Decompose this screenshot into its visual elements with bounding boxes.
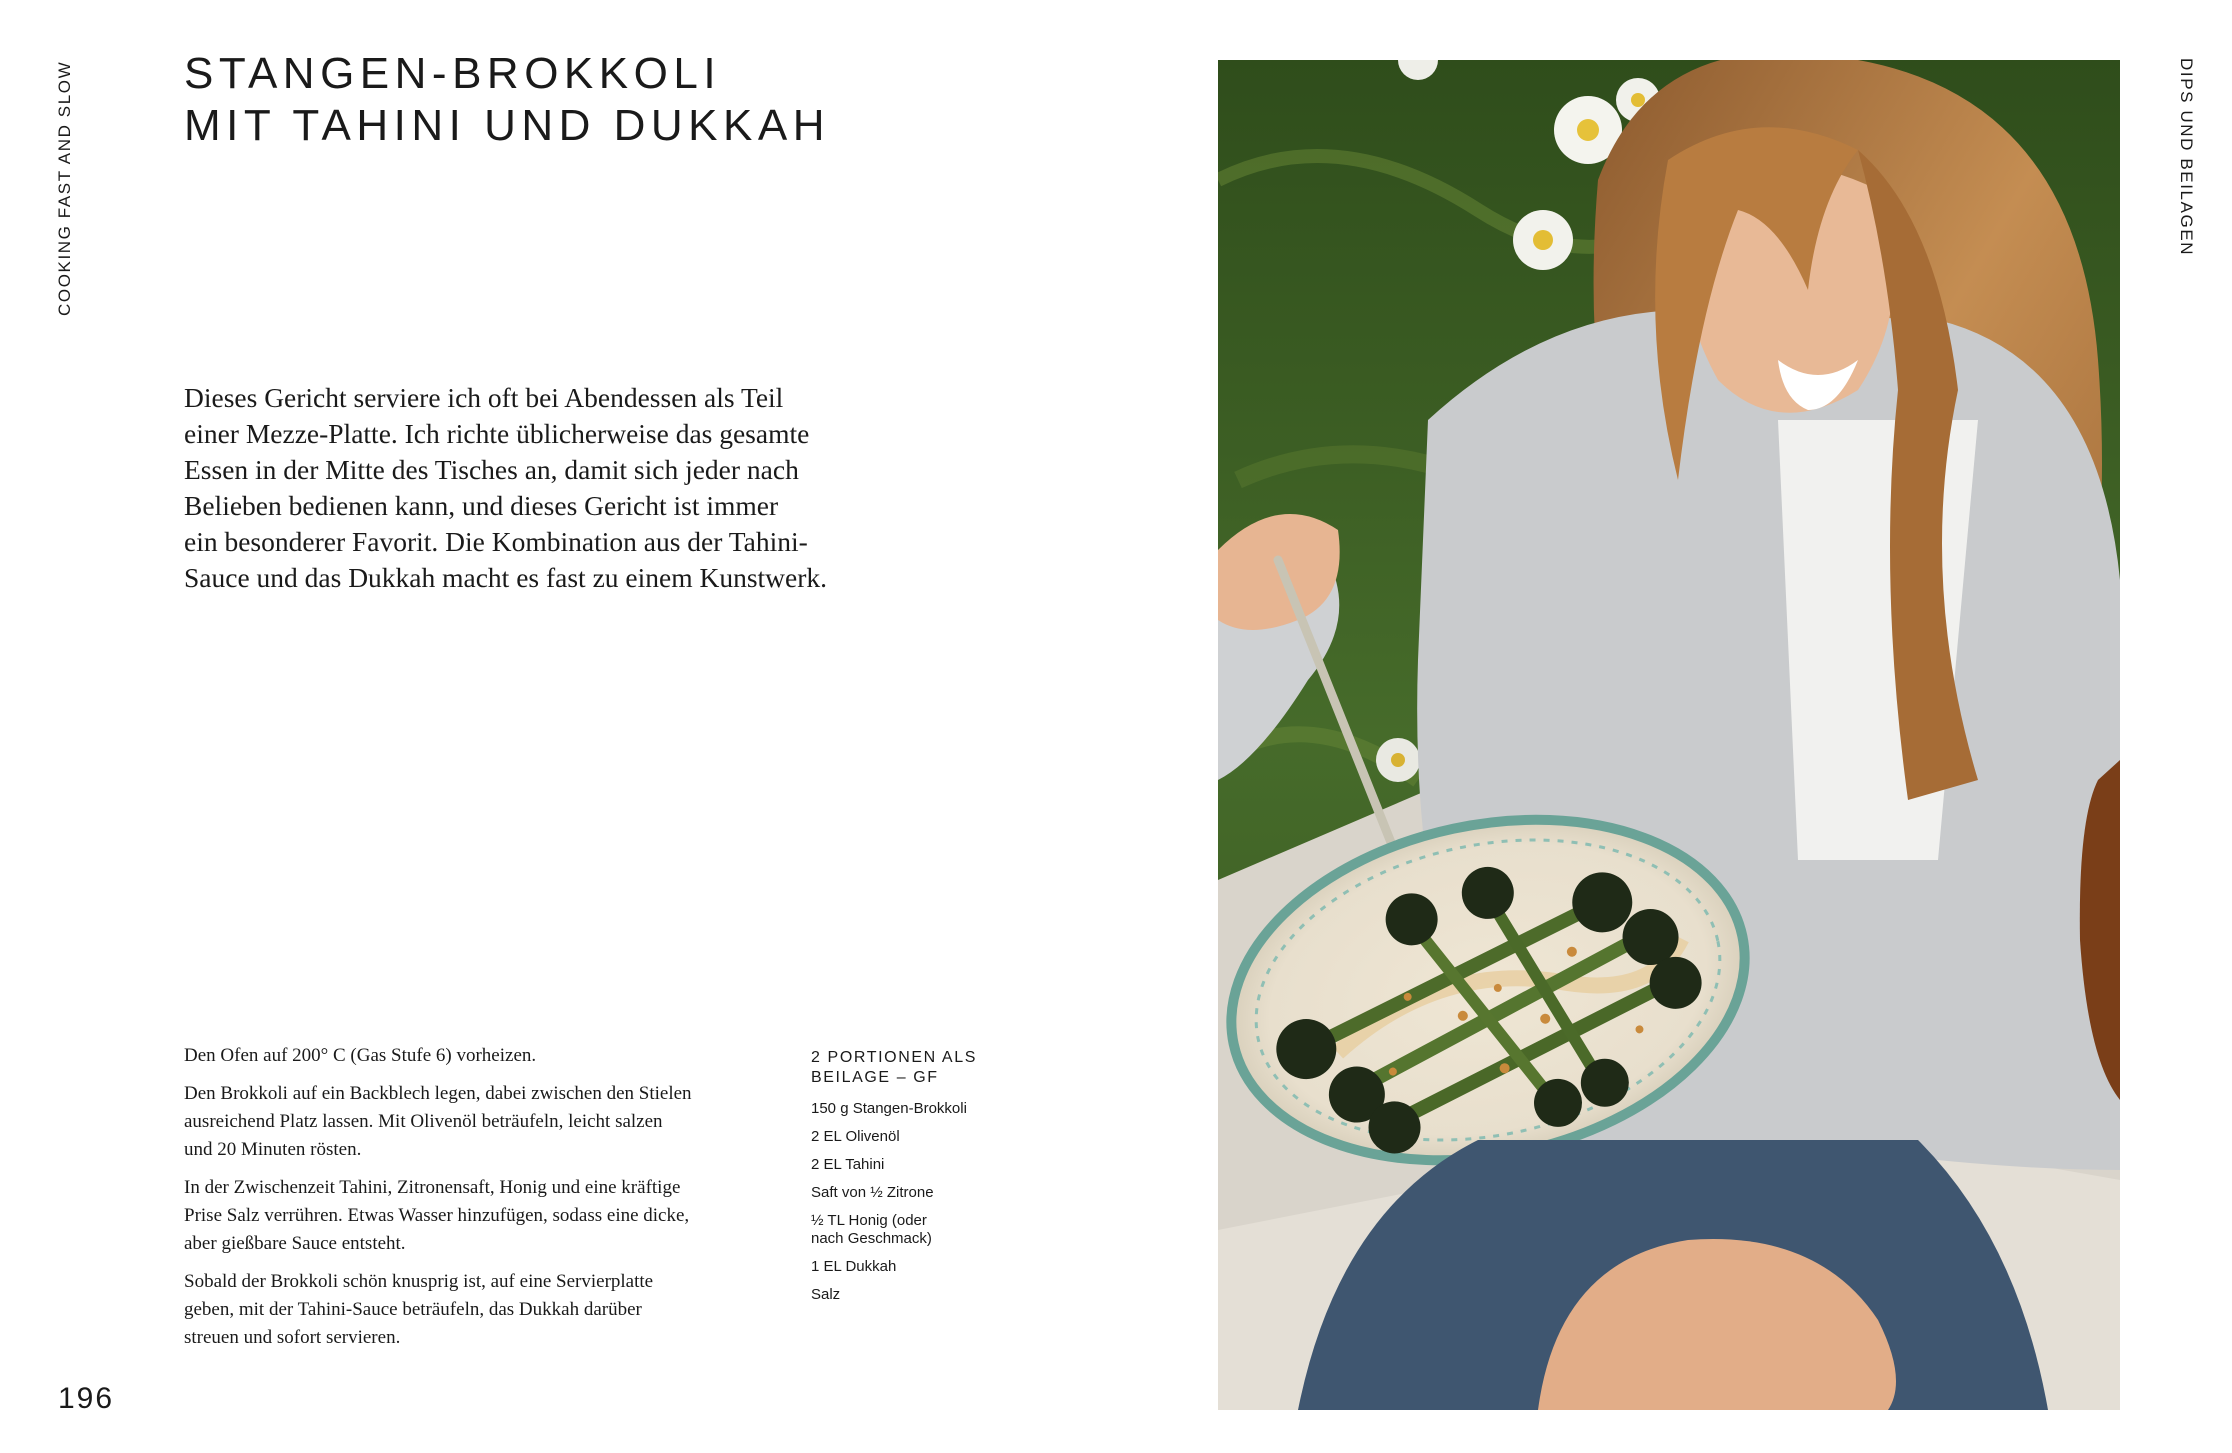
method-line: In der Zwischenzeit Tahini, Zitronensaft, Honig und eine kräftige xyxy=(184,1177,681,1198)
method-line: Den Brokkoli auf ein Backblech legen, dabei zwischen den Stielen xyxy=(184,1083,692,1104)
ingredients-list xyxy=(811,1100,1031,1304)
intro-line: Dieses Gericht serviere ich oft bei Abendessen als Teil xyxy=(184,382,784,413)
recipe-photo xyxy=(1218,60,2120,1410)
running-head-left: COOKING FAST AND SLOW xyxy=(55,60,74,316)
method-line: Prise Salz verrühren. Etwas Wasser hinzufügen, sodass eine dicke, xyxy=(184,1205,690,1226)
title-line: STANGEN-BROKKOLI xyxy=(184,49,722,98)
ingredient-line: 2 EL Tahini xyxy=(811,1156,885,1173)
intro-paragraph xyxy=(184,380,944,596)
ingredient-line: ½ TL Honig (oder xyxy=(811,1212,927,1229)
method-line: ausreichend Platz lassen. Mit Olivenöl beträufeln, leicht salzen xyxy=(184,1111,663,1132)
ingredient-item xyxy=(811,1212,1031,1248)
ingredient-item xyxy=(811,1100,1031,1118)
servings-line: BEILAGE – GF xyxy=(811,1069,939,1086)
ingredient-item xyxy=(811,1286,1031,1304)
ingredient-line: 1 EL Dukkah xyxy=(811,1258,897,1275)
intro-line: Belieben bedienen kann, und dieses Gericht ist immer xyxy=(184,490,779,521)
ingredient-line: 150 g Stangen-Brokkoli xyxy=(811,1100,967,1117)
method-line: geben, mit der Tahini-Sauce beträufeln, das Dukkah darüber xyxy=(184,1299,642,1320)
ingredient-item xyxy=(811,1184,1031,1202)
ingredient-item xyxy=(811,1258,1031,1276)
method-step xyxy=(184,1268,804,1352)
method-line: Den Ofen auf 200° C (Gas Stufe 6) vorheizen. xyxy=(184,1045,537,1066)
running-head-right: DIPS UND BEILAGEN xyxy=(2177,58,2196,257)
ingredients-block xyxy=(811,1048,1031,1314)
ingredient-item xyxy=(811,1128,1031,1146)
method-line: aber gießbare Sauce entsteht. xyxy=(184,1233,406,1254)
ingredient-line: 2 EL Olivenöl xyxy=(811,1128,900,1145)
method-step xyxy=(184,1174,804,1258)
intro-line: einer Mezze-Platte. Ich richte üblicherweise das gesamte xyxy=(184,418,810,449)
intro-line: Essen in der Mitte des Tisches an, damit sich jeder nach xyxy=(184,454,799,485)
servings-line: 2 PORTIONEN ALS xyxy=(811,1049,977,1066)
method-steps xyxy=(184,1042,804,1362)
method-step xyxy=(184,1080,804,1164)
intro-line: ein besonderer Favorit. Die Kombination aus der Tahini- xyxy=(184,526,808,557)
ingredient-item xyxy=(811,1156,1031,1174)
ingredient-line: nach Geschmack) xyxy=(811,1230,932,1247)
intro-line: Sauce und das Dukkah macht es fast zu einem Kunstwerk. xyxy=(184,562,828,593)
ingredient-line: Salz xyxy=(811,1286,841,1303)
page-number: 196 xyxy=(58,1382,115,1415)
ingredient-line: Saft von ½ Zitrone xyxy=(811,1184,934,1201)
title-line: MIT TAHINI UND DUKKAH xyxy=(184,101,830,150)
recipe-title xyxy=(184,48,944,152)
method-line: Sobald der Brokkoli schön knusprig ist, auf eine Servierplatte xyxy=(184,1271,654,1292)
method-line: und 20 Minuten rösten. xyxy=(184,1139,362,1160)
method-line: streuen und sofort servieren. xyxy=(184,1327,401,1348)
servings-heading xyxy=(811,1048,1031,1088)
method-step xyxy=(184,1042,804,1070)
